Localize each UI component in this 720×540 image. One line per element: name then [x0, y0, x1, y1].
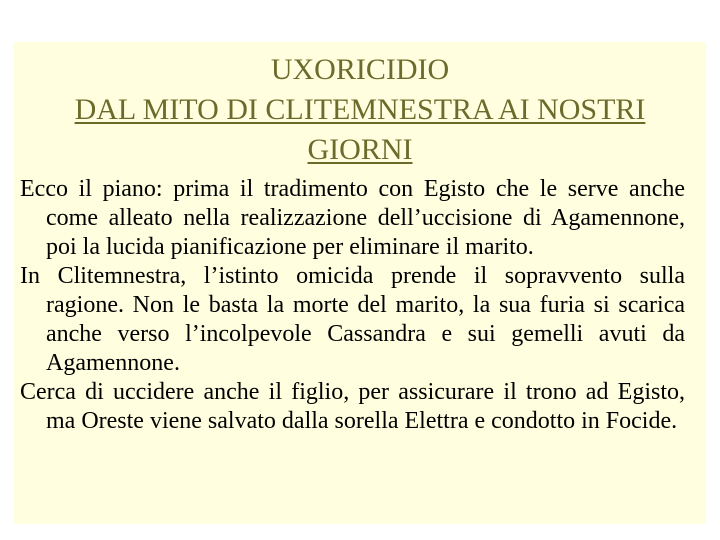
slide-title — [14, 50, 706, 170]
paragraph-plan: Ecco il piano: prima il tradimento con Egisto che le serve anche come alleato nella realizzazione dell’uccisione di Agamennone, poi la lucida pianificazione per eliminare il marito. — [20, 176, 685, 260]
slide-body — [20, 175, 685, 436]
title-line-2: DAL MITO DI CLITEMNESTRA AI NOSTRI — [74, 93, 646, 126]
paragraph-clitemnestra: In Clitemnestra, l’istinto omicida prende il sopravvento sulla ragione. Non le basta la morte del marito, la sua furia si scarica anche verso l’incolpevole Cassandra e sui gemelli avuti da Agamennone. — [20, 263, 685, 376]
title-line-3: GIORNI — [307, 133, 413, 166]
title-line-1: UXORICIDIO — [270, 53, 450, 86]
paragraph-oreste: Cerca di uccidere anche il figlio, per assicurare il trono ad Egisto, ma Oreste viene salvato dalla sorella Elettra e condotto in Focide. — [20, 379, 685, 434]
